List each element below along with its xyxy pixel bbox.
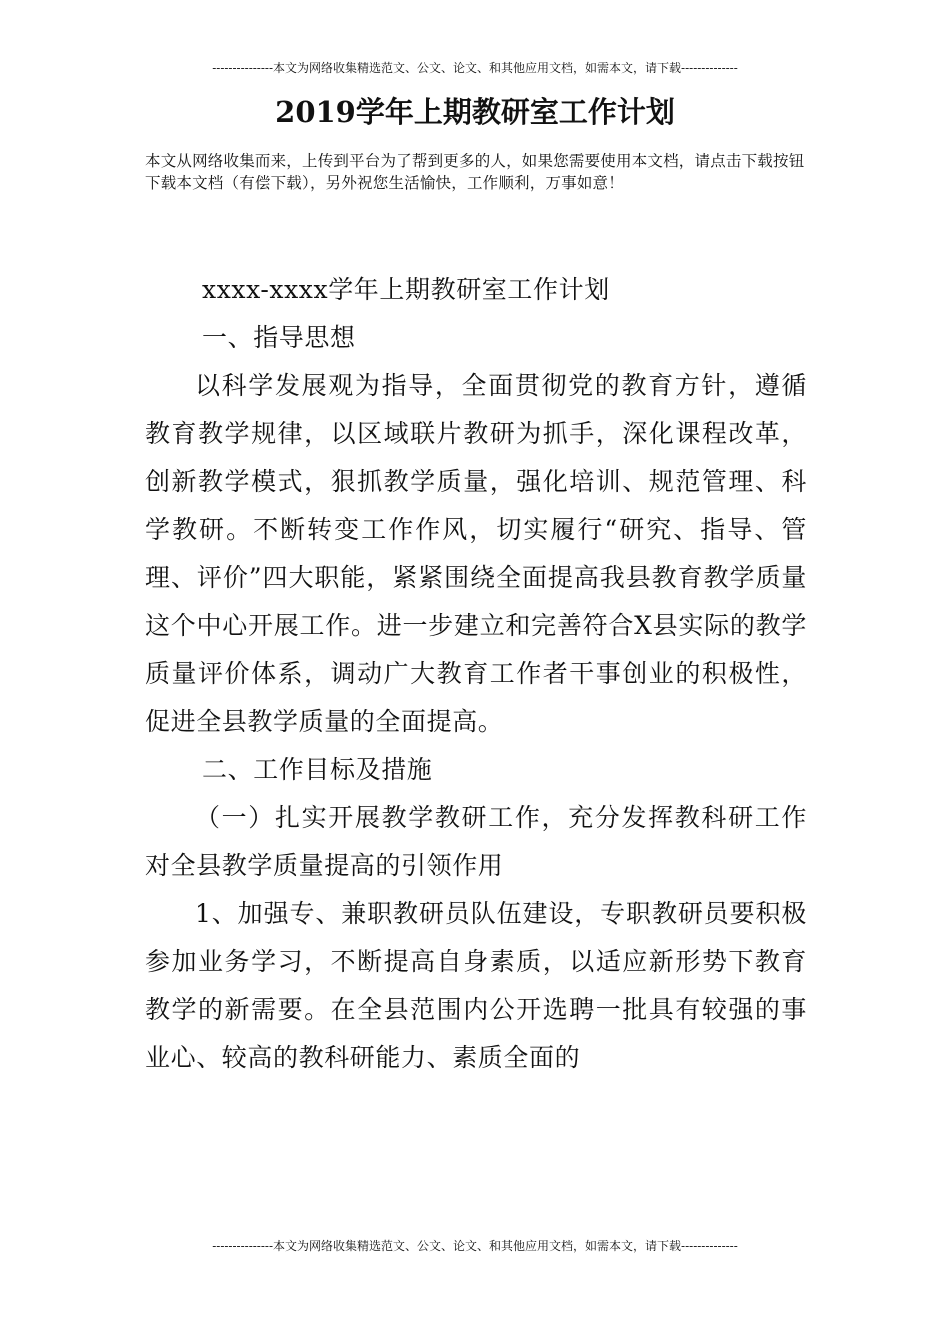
section-heading-guiding-ideology: 一、指导思想 bbox=[202, 323, 356, 352]
footer-banner: ---------------本文为网络收集精选范文、公文、论文、和其他应用文档，如需本文，请下载-------------- bbox=[212, 1239, 738, 1253]
document-body bbox=[145, 266, 807, 1082]
header-banner: ---------------本文为网络收集精选范文、公文、论文、和其他应用文档，如需本文，请下载-------------- bbox=[212, 61, 738, 75]
subsection-heading-teaching-research: （一）扎实开展教学教研工作，充分发挥教科研工作对全县教学质量提高的引领作用 bbox=[145, 803, 807, 880]
plan-heading: xxxx-xxxx学年上期教研室工作计划 bbox=[202, 275, 610, 304]
paragraph-item-1: 1、加强专、兼职教研员队伍建设，专职教研员要积极参加业务学习，不断提高自身素质，以适应新形势下教育教学的新需要。在全县范围内公开选聘一批具有较强的事业心、较高的教科研能力、素质全面的 bbox=[145, 899, 807, 1072]
section-heading-goals-measures: 二、工作目标及措施 bbox=[202, 755, 433, 784]
document-title: 2019学年上期教研室工作计划 bbox=[275, 95, 675, 129]
intro-notice: 本文从网络收集而来，上传到平台为了帮到更多的人，如果您需要使用本文档，请点击下载按钮下载本文档（有偿下载），另外祝您生活愉快，工作顺利，万事如意！ bbox=[145, 152, 805, 192]
paragraph-guiding-ideology: 以科学发展观为指导，全面贯彻党的教育方针，遵循教育教学规律，以区域联片教研为抓手，深化课程改革，创新教学模式，狠抓教学质量，强化培训、规范管理、科学教研。不断转变工作作风，切实履行“研究、指导、管理、评价”四大职能，紧紧围绕全面提高我县教育教学质量这个中心开展工作。进一步建立和完善符合X县实际的教学质量评价体系，调动广大教育工作者干事创业的积极性，促进全县教学质量的全面提高。 bbox=[145, 371, 807, 736]
